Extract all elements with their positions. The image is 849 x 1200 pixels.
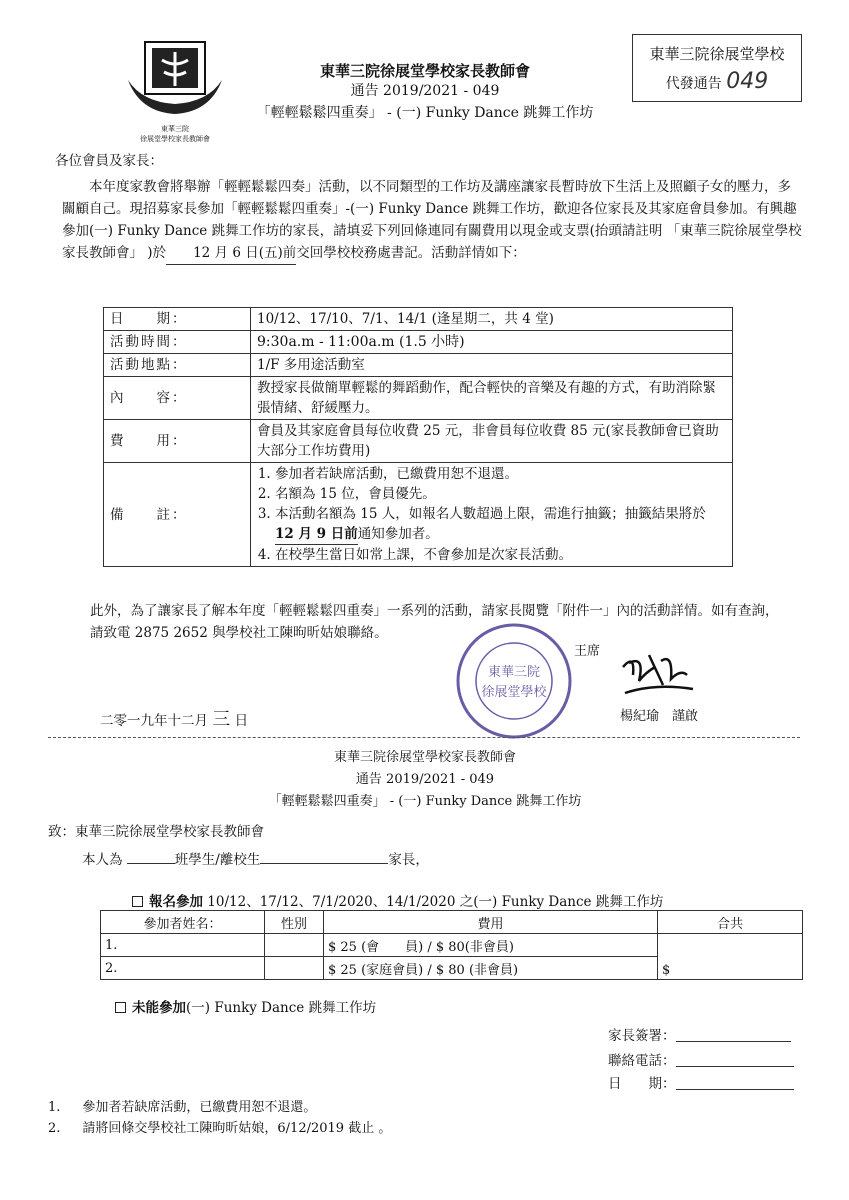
table-row: 費 用： 會員及其家庭會員每位收費 25 元，非會員每位收費 85 元(家長教師會已資助大部分工作坊費用) (104, 420, 733, 463)
table-row: 活動地點： 1/F 多用途活動室 (104, 354, 733, 377)
remark-item: 4. 在校學生當日如常上課，不會參加是次家長活動。 (275, 545, 726, 565)
total-field[interactable]: $ (658, 934, 803, 980)
gender-field[interactable] (265, 957, 324, 980)
draw-result-date: 12 月 9 日前 (275, 524, 358, 545)
parent-signature-field[interactable] (676, 1029, 791, 1042)
date-field[interactable] (676, 1077, 794, 1090)
school-seal-icon (455, 622, 573, 740)
reply-pta-title: 東華三院徐展堂學校家長教師會 (333, 750, 516, 765)
class-field[interactable] (127, 851, 175, 864)
remark-item: 3. 本活動名額為 15 人，如報名人數超過上限，需進行抽籤；抽籤結果將於12 月 9 日前通知參加者。 (275, 504, 726, 545)
activity-details-table (103, 307, 733, 567)
svg-text:東華三院: 東華三院 (487, 665, 541, 680)
note-item: 1. 參加者若缺席活動，已繳費用恕不退還。 (48, 1100, 317, 1115)
closing-paragraph: 此外，為了讓家長了解本年度「輕輕鬆鬆四重奏」一系列的活動，請家長閱覽「附件一」內的活動詳情。如有查詢，請致電 2875 2652 與學校社工陳昫昕姑娘聯絡。 (90, 603, 779, 641)
table-row: 備 註： 1. 參加者若缺席活動，已繳費用恕不退還。 2. 名額為 15 位，會員優先。 3. 本活動名額為 15 人，如報名人數超過上限，需進行抽籤；抽籤結果將於12 月 9 日前通知參加者。 4. 在校學生當日如常上課，不會參加是次家長活動。 (104, 463, 733, 567)
body-paragraph: 本年度家教會將舉辦「輕輕鬆鬆四奏」活動，以不同類型的工作坊及講座讓家長暫時放下生活上及照顧子女的壓力，多關顧自己。現招募家長參加「輕輕鬆鬆四重奏」-(一) Funky Dance 跳舞工作坊，歡迎各位家長及其家庭會員參加。有興趣參加(一) Funky Dance 跳舞工作坊的家長，請填妥下列回條連同有關費用以現金或支票(抬頭請註明 「東華三院徐展堂學校家長教師會」 )於 12 月 6 日(五)前交回學校校務處書記。活動詳情如下： (62, 176, 802, 265)
fee-option: $ 25 (家庭會員) / $ 80 (非會員) (324, 957, 658, 980)
notice-number: 通告 2019/2021 - 049 (350, 83, 500, 99)
participant-name-field[interactable]: 2. (101, 957, 265, 980)
student-name-field[interactable] (260, 851, 388, 864)
join-checkbox[interactable] (132, 896, 143, 907)
decline-option[interactable]: 未能參加(一) Funky Dance 跳舞工作坊 (115, 996, 376, 1016)
table-row: 活動時間： 9:30a.m - 11:00a.m (1.5 小時) (104, 331, 733, 354)
phone-field[interactable] (676, 1054, 794, 1067)
join-option[interactable]: 報名參加 10/12、17/12、7/1/2020、14/1/2020 之(一) Funky Dance 跳舞工作坊 (132, 890, 663, 910)
reply-notice-number: 通告 2019/2021 - 049 (355, 772, 495, 787)
date-row: 日 期： (608, 1072, 794, 1092)
notice-subject: 「輕輕鬆鬆四重奏」 - (一) Funky Dance 跳舞工作坊 (256, 105, 594, 121)
stamp-number: 049 (726, 69, 769, 94)
table-row: 內 容： 教授家長做簡單輕鬆的舞蹈動作，配合輕快的音樂及有趣的方式，有助消除緊張情緒、舒緩壓力。 (104, 377, 733, 420)
cut-line (48, 737, 800, 738)
return-deadline: 12 月 6 日(五)前 (166, 242, 296, 265)
greeting: 各位會員及家長： (55, 153, 163, 169)
phone-row: 聯絡電話： (608, 1049, 794, 1069)
remarks-list (251, 463, 733, 567)
school-logo (120, 40, 230, 143)
school-seal (455, 622, 573, 740)
principal-title: 王席 (574, 644, 601, 659)
table-header-row: 參加者姓名： 性別 費用 合共 (101, 911, 803, 934)
gender-field[interactable] (265, 934, 324, 957)
participant-name-field[interactable]: 1. (101, 934, 265, 957)
svg-text:徐展堂學校: 徐展堂學校 (481, 685, 547, 700)
fee-option: $ 25 (會 員) / $ 80(非會員) (324, 934, 658, 957)
notice-date: 二零一九年十二月 三 日 (100, 709, 249, 730)
reply-to: 致：東華三院徐展堂學校家長教師會 (48, 824, 264, 840)
school-emblem-icon (120, 40, 230, 118)
logo-text-2: 徐展堂學校家長教師會 (140, 135, 210, 143)
parent-signature-row: 家長簽署： (608, 1024, 791, 1044)
logo-text-1: 東華三院 (161, 125, 189, 133)
remark-item: 2. 名額為 15 位，會員優先。 (275, 484, 726, 504)
stamp-line-1: 東華三院徐展堂學校 (649, 45, 785, 63)
registration-table (100, 910, 803, 980)
signatory: 楊紀瑜 謹啟 (620, 709, 699, 724)
handwritten-signature (615, 645, 695, 704)
table-row (101, 934, 803, 957)
reply-identity-line: 本人為 班學生/離校生 家長， (82, 852, 429, 868)
reply-subject: 「輕輕鬆鬆四重奏」 - (一) Funky Dance 跳舞工作坊 (268, 794, 582, 809)
decline-checkbox[interactable] (115, 1002, 126, 1013)
date-day: 三 (212, 709, 231, 730)
remark-item: 1. 參加者若缺席活動，已繳費用恕不退還。 (275, 464, 726, 484)
stamp-line-2: 代發通告 049 (665, 69, 769, 94)
pta-title: 東華三院徐展堂學校家長教師會 (319, 62, 530, 80)
signature-icon (615, 645, 695, 700)
note-item: 2. 請將回條交學校社工陳昫昕姑娘，6/12/2019 截止 。 (48, 1121, 392, 1136)
table-row: 日 期： 10/12、17/10、7/1、14/1 (逢星期二，共 4 堂) (104, 308, 733, 331)
distribution-stamp (632, 34, 802, 102)
